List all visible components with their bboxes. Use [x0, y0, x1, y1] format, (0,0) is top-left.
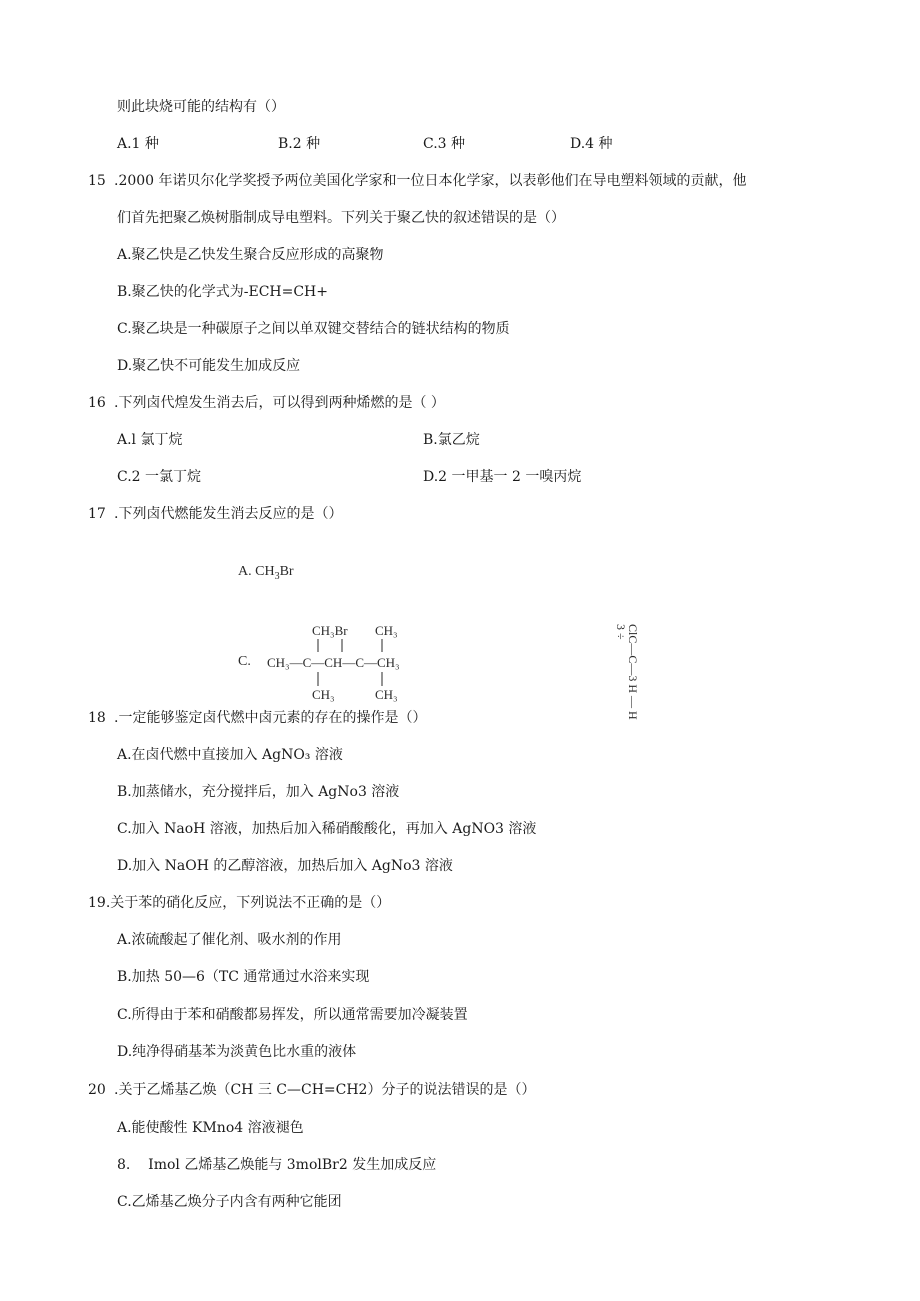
q18-option-c: C.加入 NaoH 溶液，加热后加入稀硝酸酸化，再加入 AgNO3 溶液 [117, 821, 537, 837]
q18-stem: .一定能够鉴定卤代燃中卤元素的存在的操作是（） [114, 710, 427, 726]
q20-option-a: A.能使酸性 KMno4 溶液褪色 [117, 1120, 304, 1136]
q14-option-a: A.1 种 [117, 136, 159, 152]
q16-option-d: D.2 一甲基一 2 一嗅丙烷 [423, 469, 582, 485]
q20-number: 20 [88, 1082, 106, 1098]
q15-option-d: D.聚乙快不可能发生加成反应 [117, 358, 301, 374]
q17-option-a-label: A. [238, 564, 252, 579]
q17-option-a [238, 564, 294, 582]
q16-option-a: A.l 氯丁烷 [117, 432, 183, 448]
q19-option-d: D.纯净得硝基苯为淡黄色比水重的液体 [117, 1044, 357, 1060]
q16-option-c: C.2 一氯丁烷 [117, 469, 202, 485]
q17-struct-bottom-right: CH₃ [375, 687, 398, 702]
q18-number: 18 [88, 710, 106, 726]
q17-option-a-formula: CH [255, 564, 275, 579]
q14-option-d: D.4 种 [570, 136, 613, 152]
q19-option-a: A.浓硫酸起了催化剂、吸水剂的作用 [117, 932, 342, 948]
q17-struct-bottom-left: CH₃ [312, 687, 335, 702]
q16-option-b: B.氯乙烷 [423, 432, 480, 448]
q15-option-a: A.聚乙快是乙快发生聚合反应形成的高聚物 [117, 247, 384, 263]
q20-option-b: 8. Imol 乙烯基乙焕能与 3molBr2 发生加成反应 [117, 1157, 437, 1173]
q19-option-c: C.所得由于苯和硝酸都易挥发，所以通常需要加冷凝装置 [117, 1007, 468, 1023]
q14-option-c: C.3 种 [423, 136, 466, 152]
q16-number: 16 [88, 395, 106, 411]
q20-option-c: C.乙烯基乙焕分子内含有两种它能团 [117, 1194, 342, 1210]
q17-option-c-label: C. [238, 654, 251, 669]
q17-rotated-formula-left: 3 ÷ [614, 624, 628, 640]
q15-number: 15 [88, 173, 106, 189]
q14-stem-tail: 则此块烧可能的结构有（） [117, 99, 285, 115]
q17-struct-bonds [300, 636, 410, 692]
q17-struct-top-left: CH₃Br [312, 623, 348, 638]
q18-option-b: B.加蒸储水，充分搅拌后，加入 AgNo3 溶液 [117, 784, 400, 800]
q17-rotated-formula: ClC—C—3 H — H [626, 624, 640, 720]
q17-option-a-tail: Br [279, 564, 294, 579]
q15-stem-line2: 们首先把聚乙焕树脂制成导电塑料。下列关于聚乙快的叙述错误的是（） [117, 210, 565, 226]
q19-stem: 19.关于苯的硝化反应，下列说法不正确的是（） [88, 895, 391, 911]
q17-struct-main-chain: CH₃—C—CH—C—CH₃ [267, 655, 400, 670]
q16-stem: .下列卤代煌发生消去后，可以得到两种烯燃的是（ ） [114, 395, 445, 411]
q17-number: 17 [88, 506, 106, 522]
q17-struct-top-right: CH₃ [375, 623, 398, 638]
q17-stem: .下列卤代燃能发生消去反应的是（） [114, 506, 343, 522]
q20-stem: .关于乙烯基乙焕（CH 三 C—CH=CH2）分子的说法错误的是（） [114, 1082, 536, 1098]
q19-option-b: B.加热 50—6（TC 通常通过水浴来实现 [117, 969, 370, 985]
q14-option-b: B.2 种 [278, 136, 321, 152]
q18-option-a: A.在卤代燃中直接加入 AgNO₃ 溶液 [117, 747, 343, 763]
q17-option-a-subscript: 3 [274, 570, 280, 582]
q15-option-b: B.聚乙快的化学式为-ECH=CH+ [117, 284, 328, 300]
q15-stem-line1: .2000 年诺贝尔化学奖授予两位美国化学家和一位日本化学家，以表彰他们在导电塑料领域的贡献，他 [114, 173, 747, 189]
q15-option-c: C.聚乙块是一种碳原子之间以单双键交替结合的链状结构的物质 [117, 321, 510, 337]
q18-option-d: D.加入 NaOH 的乙醇溶液，加热后加入 AgNo3 溶液 [117, 858, 453, 874]
